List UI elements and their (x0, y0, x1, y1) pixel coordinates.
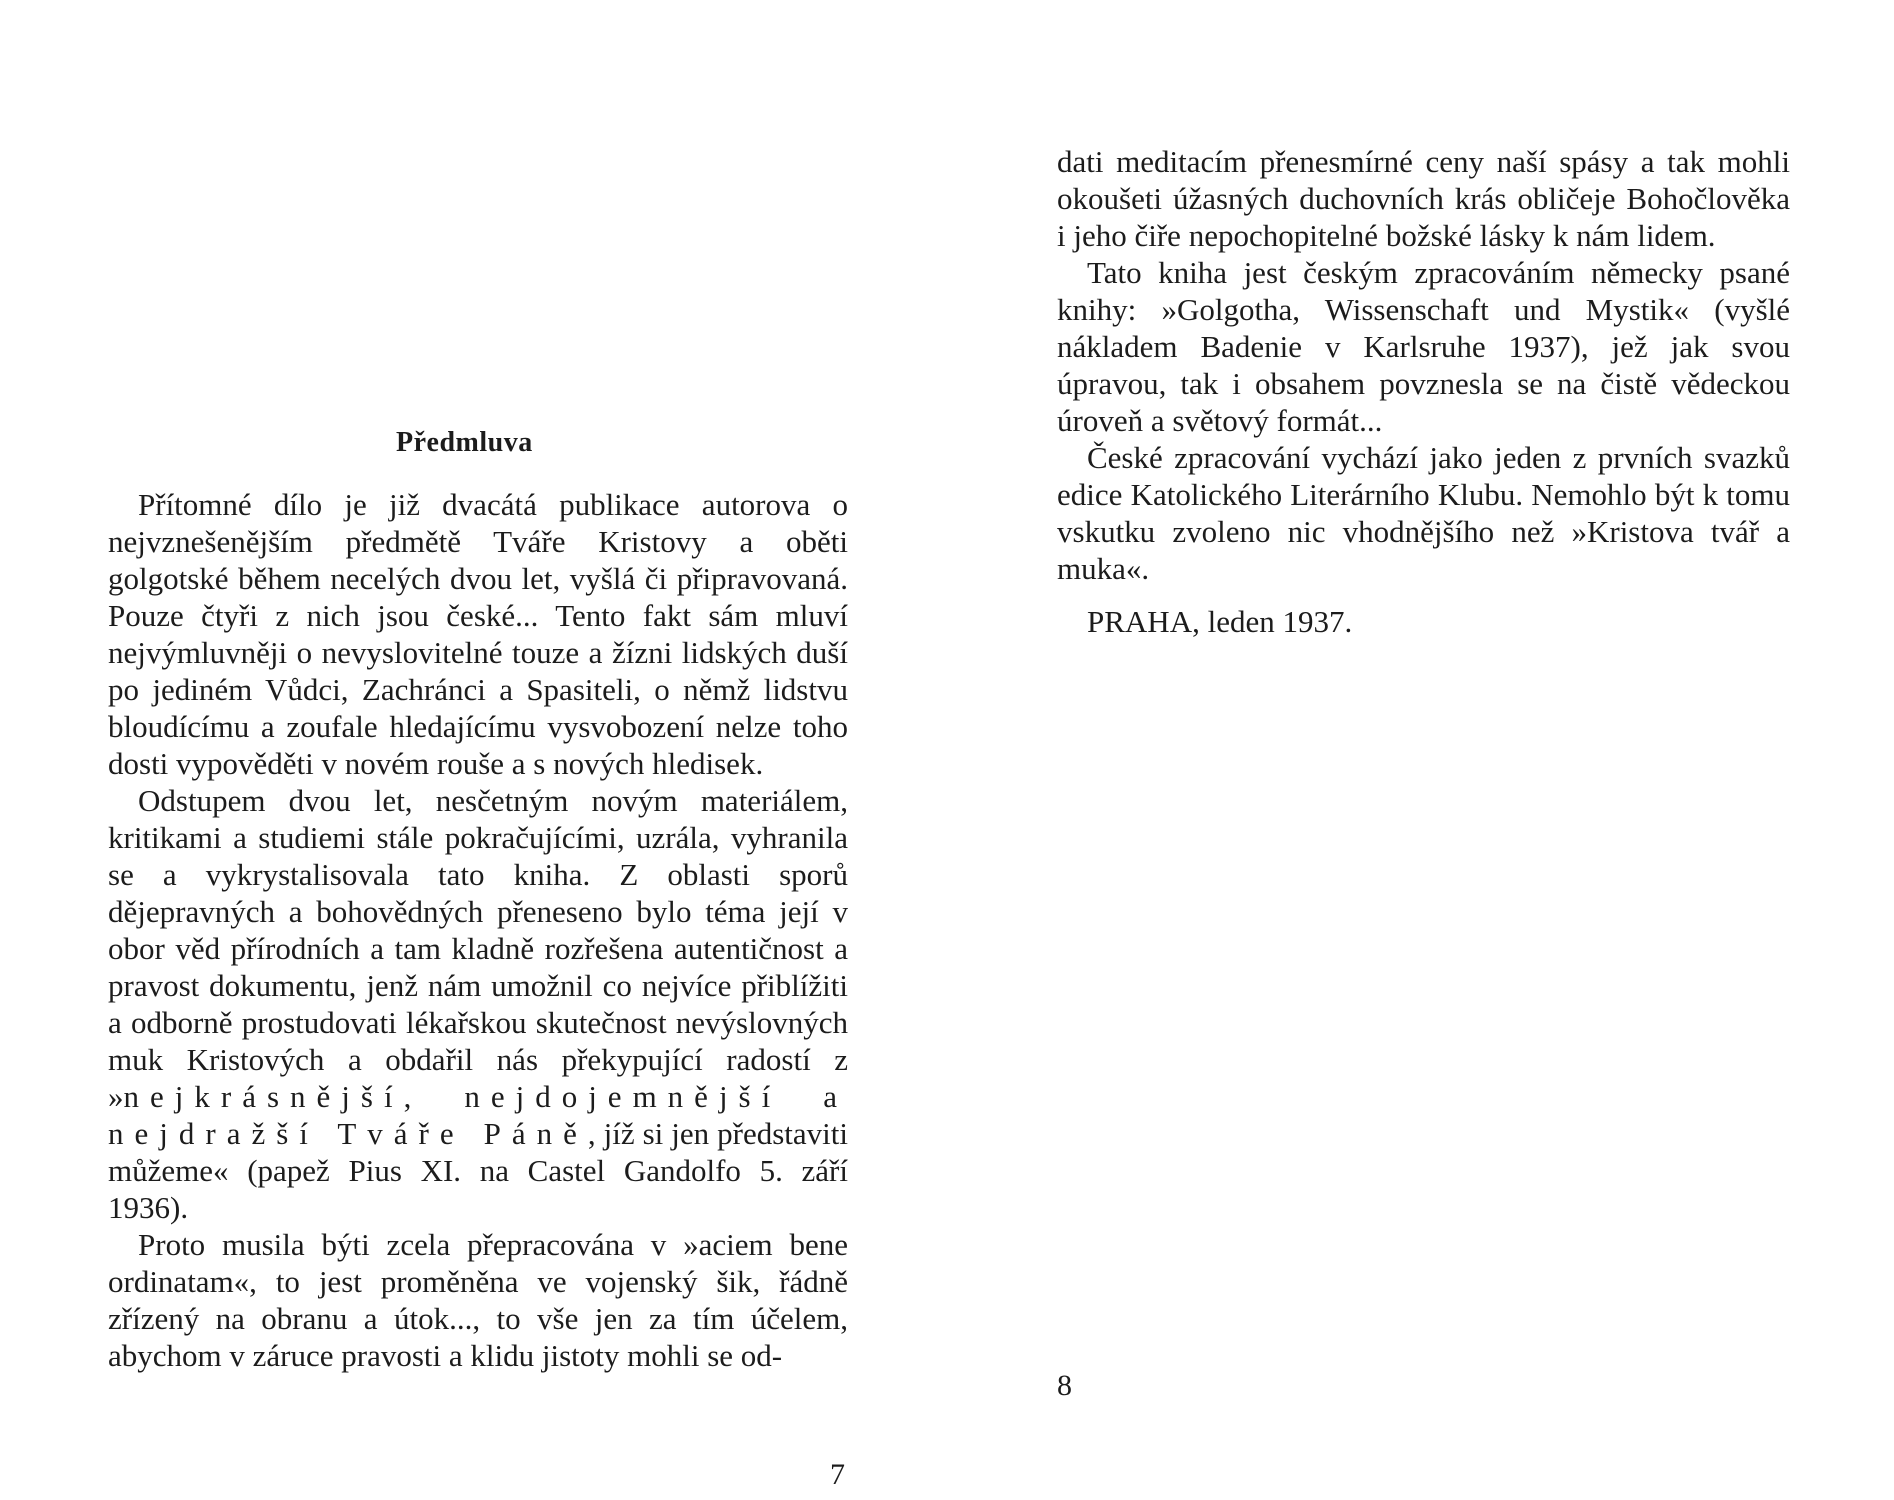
right-page-text (1057, 143, 1790, 640)
spaced-quote: nejkrásnější, nejdojemnější a nejdražší Tváře Páně (108, 1079, 848, 1151)
left-page-text (108, 486, 848, 1374)
paragraph-5: České zpracování vychází jako jeden z prvních svazků edice Katolického Literárního Klubu. Nemohlo být k tomu vskutku zvoleno nic vhodnějšího než »Kristova tvář a muka«. (1057, 440, 1790, 586)
paragraph-3: Proto musila býti zcela přepracována v »aciem bene ordinatam«, to jest proměněna ve vojenský šik, řádně zřízený na obranu a útok..., to vše jen za tím účelem, abychom v záruce pravosti a klidu jistoty mohli se od- (108, 1227, 848, 1373)
right-page (947, 0, 1894, 1500)
paragraph-4: Tato kniha jest českým zpracováním německy psané knihy: »Golgotha, Wissenschaft und Mystik« (vyšlé nákladem Badenie v Karlsruhe 1937), jež jak svou úpravou, tak i obsahem povznesla se na čistě vědeckou úroveň a světový formát... (1057, 255, 1790, 438)
page-number-right: 8 (1057, 1369, 1072, 1402)
paragraph-2-end: , jíž si jen představiti můžeme« (papež Pius XI. na Castel Gandolfo 5. září 1936). (108, 1116, 849, 1225)
page-number-left: 7 (830, 1458, 845, 1491)
place-date-signature: PRAHA, leden 1937. (1087, 604, 1353, 639)
paragraph-2 (108, 782, 848, 1226)
paragraph-1: Přítomné dílo je již dvacátá publikace autorova o nejvznešenějším předmětě Tváře Kristovy a oběti golgotské během necelých dvou let, vyšlá či připravovaná. Pouze čtyři z nich jsou české... Tento fakt sám mluví nejvýmluvněji o nevyslovitelné touze a žízni lidských duší po jediném Vůdci, Zachránci a Spasiteli, o němž lidstvu bloudícímu a zoufale hledajícímu vysvobození nelze toho dosti vypověděti v novém rouše a s nových hledisek. (108, 487, 848, 781)
continued-paragraph: dati meditacím přenesmírné ceny naší spásy a tak mohli okoušeti úžasných duchovních krás obličeje Bohočlověka i jeho čiře nepochopitelné božské lásky k nám lidem. (1057, 144, 1790, 253)
chapter-heading: Předmluva (396, 427, 533, 458)
paragraph-2-start: Odstupem dvou let, nesčetným novým materiálem, kritikami a studiemi stále pokračujícími, uzrála, vyhranila se a vykrystalisovala tato kniha. Z oblasti sporů dějepravných a bohovědných přeneseno bylo téma její v obor věd přírodních a tam kladně rozřešena autentičnost a pravost dokumentu, jenž nám umožnil co nejvíce přiblížiti a odborně prostudovati lékařskou skutečnost nevýslovných muk Kristových a obdařil nás překypující radostí z » (108, 783, 848, 1114)
